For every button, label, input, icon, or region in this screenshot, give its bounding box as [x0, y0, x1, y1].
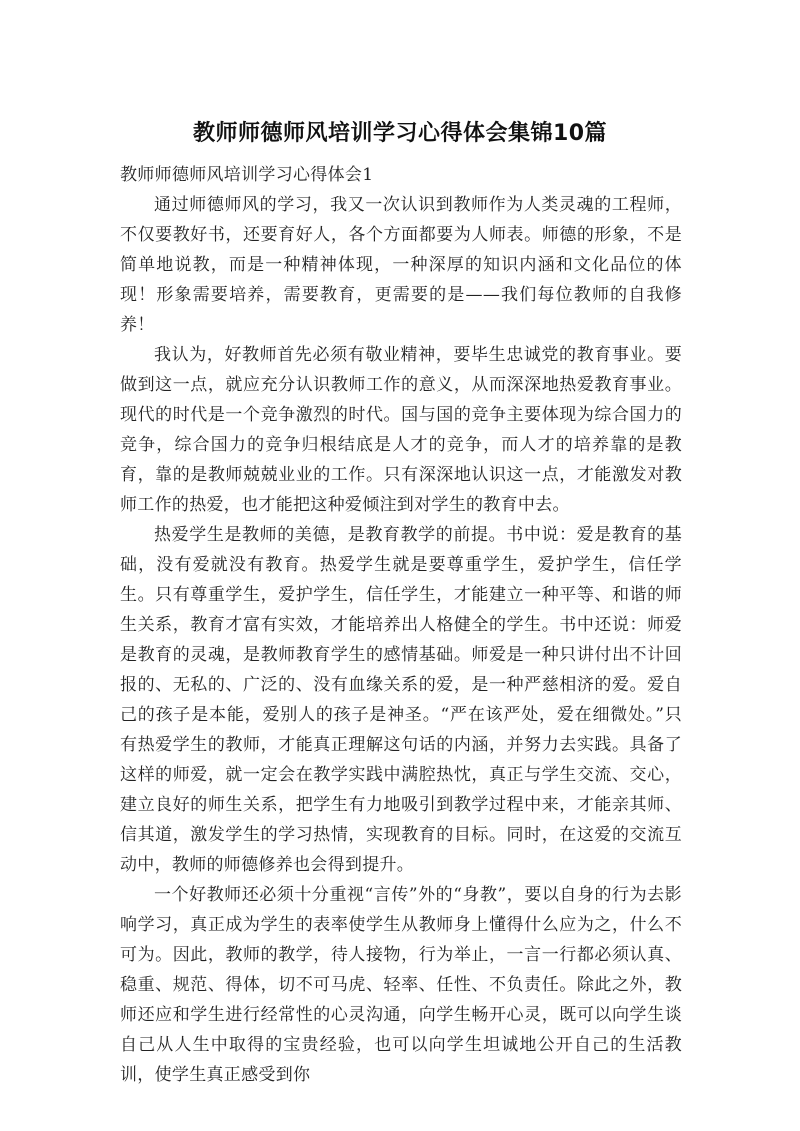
document-body: [120, 160, 682, 1090]
document-title: 教师师德师风培训学习心得体会集锦10篇: [192, 121, 608, 146]
paragraph-2: 我认为，好教师首先必须有敬业精神，要毕生忠诚党的教育事业。要做到这一点，就应充分认识教师工作的意义，从而深深地热爱教育事业。现代的时代是一个竞争激烈的时代。国与国的竞争主要体现为综合国力的竞争，综合国力的竞争归根结底是人才的竞争，而人才的培养靠的是教育，靠的是教师兢兢业业的工作。只有深深地认识这一点，才能激发对教师工作的热爱，也才能把这种爱倾注到对学生的教育中去。: [120, 345, 682, 515]
paragraph-4: 一个好教师还必须十分重视“言传”外的“身教”，要以自身的行为去影响学习，真正成为学生的表率使学生从教师身上懂得什么应为之，什么不可为。因此，教师的教学，待人接物，行为举止，一言一行都必须认真、稳重、规范、得体，切不可马虎、轻率、任性、不负责任。除此之外，教师还应和学生进行经常性的心灵沟通，向学生畅开心灵，既可以向学生谈自己从人生中取得的宝贵经验，也可以向学生坦诚地公开自己的生活教训，使学生真正感受到你: [120, 885, 682, 1085]
paragraph-3: 热爱学生是教师的美德，是教育教学的前提。书中说：爱是教育的基础，没有爱就没有教育。热爱学生就是要尊重学生，爱护学生，信任学生。只有尊重学生，爱护学生，信任学生，才能建立一种平等、和谐的师生关系，教育才富有实效，才能培养出人格健全的学生。书中还说：师爱是教育的灵魂，是教师教育学生的感情基础。师爱是一种只讲付出不计回报的、无私的、广泛的、没有血缘关系的爱，是一种严慈相济的爱。爱自己的孩子是本能，爱别人的孩子是神圣。“严在该严处，爱在细微处。”只有热爱学生的教师，才能真正理解这句话的内涵，并努力去实践。具备了这样的师爱，就一定会在教学实践中满腔热忱，真正与学生交流、交心，建立良好的师生关系，把学生有力地吸引到教学过程中来，才能亲其师、信其道，激发学生的学习热情，实现教育的目标。同时，在这爱的交流互动中，教师的师德修养也会得到提升。: [120, 525, 682, 875]
section-heading: 教师师德师风培训学习心得体会1: [120, 165, 374, 185]
paragraph-1: 通过师德师风的学习，我又一次认识到教师作为人类灵魂的工程师，不仅要教好书，还要育好人，各个方面都要为人师表。师德的形象，不是简单地说教，而是一种精神体现，一种深厚的知识内涵和文化品位的体现！形象需要培养，需要教育，更需要的是——我们每位教师的自我修养！: [120, 195, 682, 335]
